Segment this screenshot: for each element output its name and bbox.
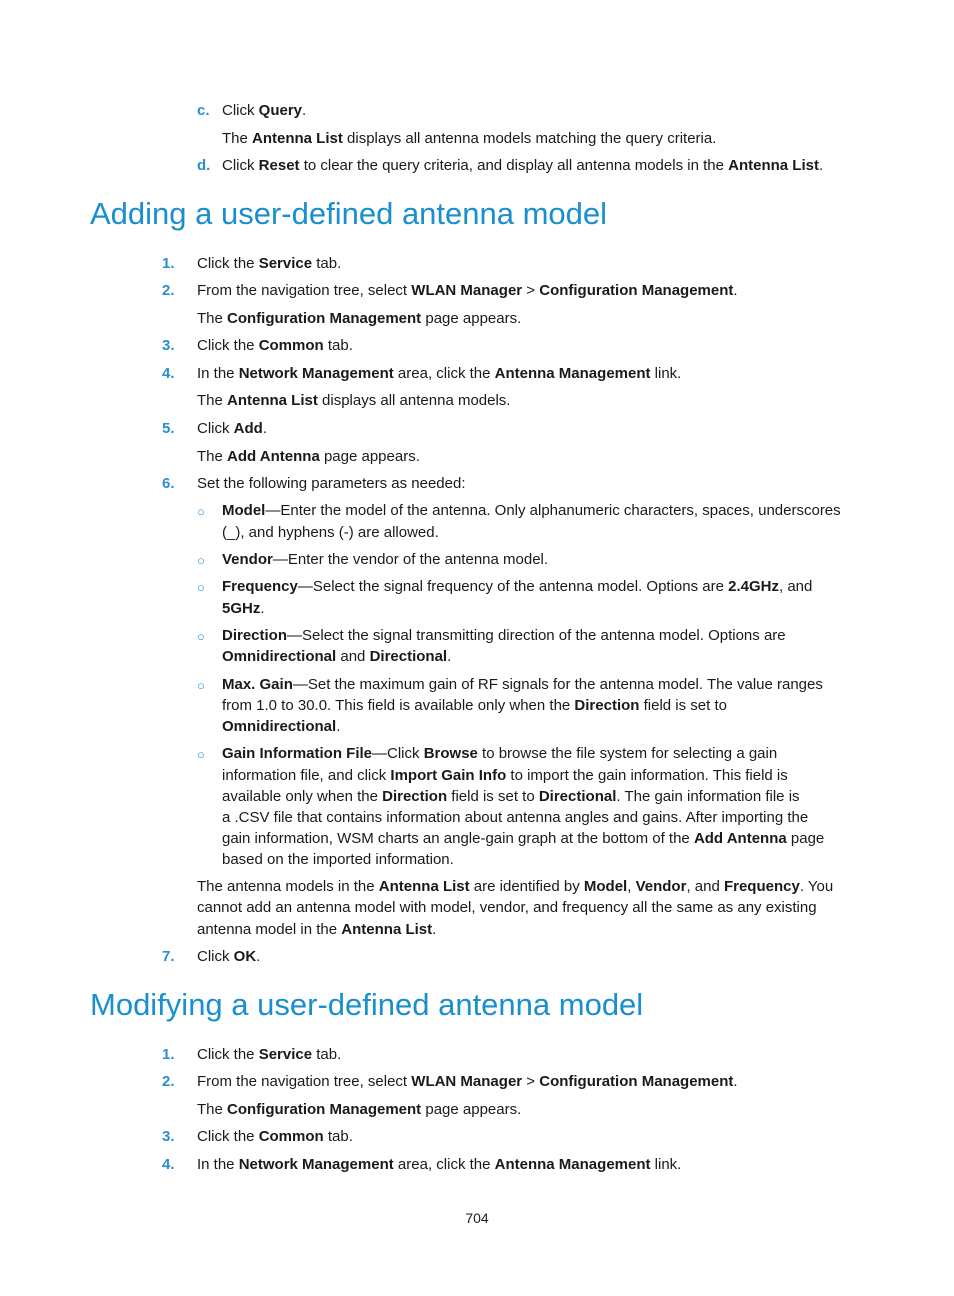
step-text: From the navigation tree, select WLAN Manager > Configuration Management.	[197, 282, 738, 299]
step-number: 2.	[162, 1073, 175, 1090]
bullet-icon: ○	[197, 504, 205, 519]
param-direction: Direction—Select the signal transmitting direction of the antenna model. Options are	[222, 627, 786, 644]
step-text: From the navigation tree, select WLAN Manager > Configuration Management.	[197, 1073, 738, 1090]
step-note: The Configuration Management page appears.	[197, 1101, 522, 1118]
step-text: In the Network Management area, click the Antenna Management link.	[197, 365, 682, 382]
section-title-adding: Adding a user-defined antenna model	[90, 196, 608, 231]
step-text: Click the Service tab.	[197, 255, 342, 272]
param-gain-file-l3: available only when the Direction field is set to Directional. The gain information file is	[222, 788, 800, 805]
step-text: Click the Common tab.	[197, 1128, 353, 1145]
param-gain-file-l5: gain information, WSM charts an angle-gain graph at the bottom of the Add Antenna page	[222, 830, 825, 847]
step-text: In the Network Management area, click the Antenna Management link.	[197, 1156, 682, 1173]
bullet-icon: ○	[197, 580, 205, 595]
step-number: 6.	[162, 475, 175, 492]
ident-paragraph-l1: The antenna models in the Antenna List are identified by Model, Vendor, and Frequency. You	[197, 878, 834, 895]
section-title-modifying: Modifying a user-defined antenna model	[90, 987, 644, 1022]
step-marker-d: d.	[197, 157, 211, 174]
step-d-text: Click Reset to clear the query criteria, and display all antenna models in the Antenna List.	[222, 157, 824, 174]
param-vendor: Vendor—Enter the vendor of the antenna model.	[222, 551, 549, 568]
step-number: 4.	[162, 1156, 175, 1173]
param-frequency-cont: 5GHz.	[222, 600, 265, 617]
param-max-gain-cont: from 1.0 to 30.0. This field is available only when the Direction field is set to	[222, 697, 727, 714]
step-note: The Configuration Management page appears.	[197, 310, 522, 327]
param-max-gain-cont2: Omnidirectional.	[222, 718, 341, 735]
param-frequency: Frequency—Select the signal frequency of the antenna model. Options are 2.4GHz, and	[222, 578, 813, 595]
param-direction-cont: Omnidirectional and Directional.	[222, 648, 452, 665]
bullet-icon: ○	[197, 629, 205, 644]
step-number: 7.	[162, 948, 175, 965]
param-gain-file-l6: based on the imported information.	[222, 851, 454, 868]
ident-paragraph-l2: cannot add an antenna model with model, vendor, and frequency all the same as any existing	[197, 899, 817, 916]
param-gain-file: Gain Information File—Click Browse to browse the file system for selecting a gain	[222, 745, 778, 762]
step-text: Set the following parameters as needed:	[197, 475, 466, 492]
step-note: The Antenna List displays all antenna models.	[197, 392, 511, 409]
step-number: 4.	[162, 365, 175, 382]
step-number: 3.	[162, 1128, 175, 1145]
param-model: Model—Enter the model of the antenna. Only alphanumeric characters, spaces, underscores	[222, 502, 841, 519]
step-text: Click Add.	[197, 420, 268, 437]
step-number: 1.	[162, 1046, 175, 1063]
param-model-cont: (_), and hyphens (-) are allowed.	[222, 524, 439, 541]
step-note: The Add Antenna page appears.	[197, 448, 420, 465]
step-number: 3.	[162, 337, 175, 354]
bullet-icon: ○	[197, 553, 205, 568]
param-max-gain: Max. Gain—Set the maximum gain of RF signals for the antenna model. The value ranges	[222, 676, 823, 693]
step-text: Click OK.	[197, 948, 261, 965]
page-number: 704	[465, 1210, 489, 1226]
step-marker-c: c.	[197, 102, 210, 119]
bullet-icon: ○	[197, 747, 205, 762]
bullet-icon: ○	[197, 678, 205, 693]
step-text: Click the Common tab.	[197, 337, 353, 354]
param-gain-file-l4: a .CSV file that contains information about antenna angles and gains. After importing the	[222, 809, 809, 826]
step-number: 2.	[162, 282, 175, 299]
step-c-text: Click Query.	[222, 102, 307, 119]
step-number: 1.	[162, 255, 175, 272]
step-number: 5.	[162, 420, 175, 437]
param-gain-file-l2: information file, and click Import Gain Info to import the gain information. This field is	[222, 767, 788, 784]
ident-paragraph-l3: antenna model in the Antenna List.	[197, 921, 437, 938]
step-c-note: The Antenna List displays all antenna models matching the query criteria.	[222, 130, 717, 147]
step-text: Click the Service tab.	[197, 1046, 342, 1063]
